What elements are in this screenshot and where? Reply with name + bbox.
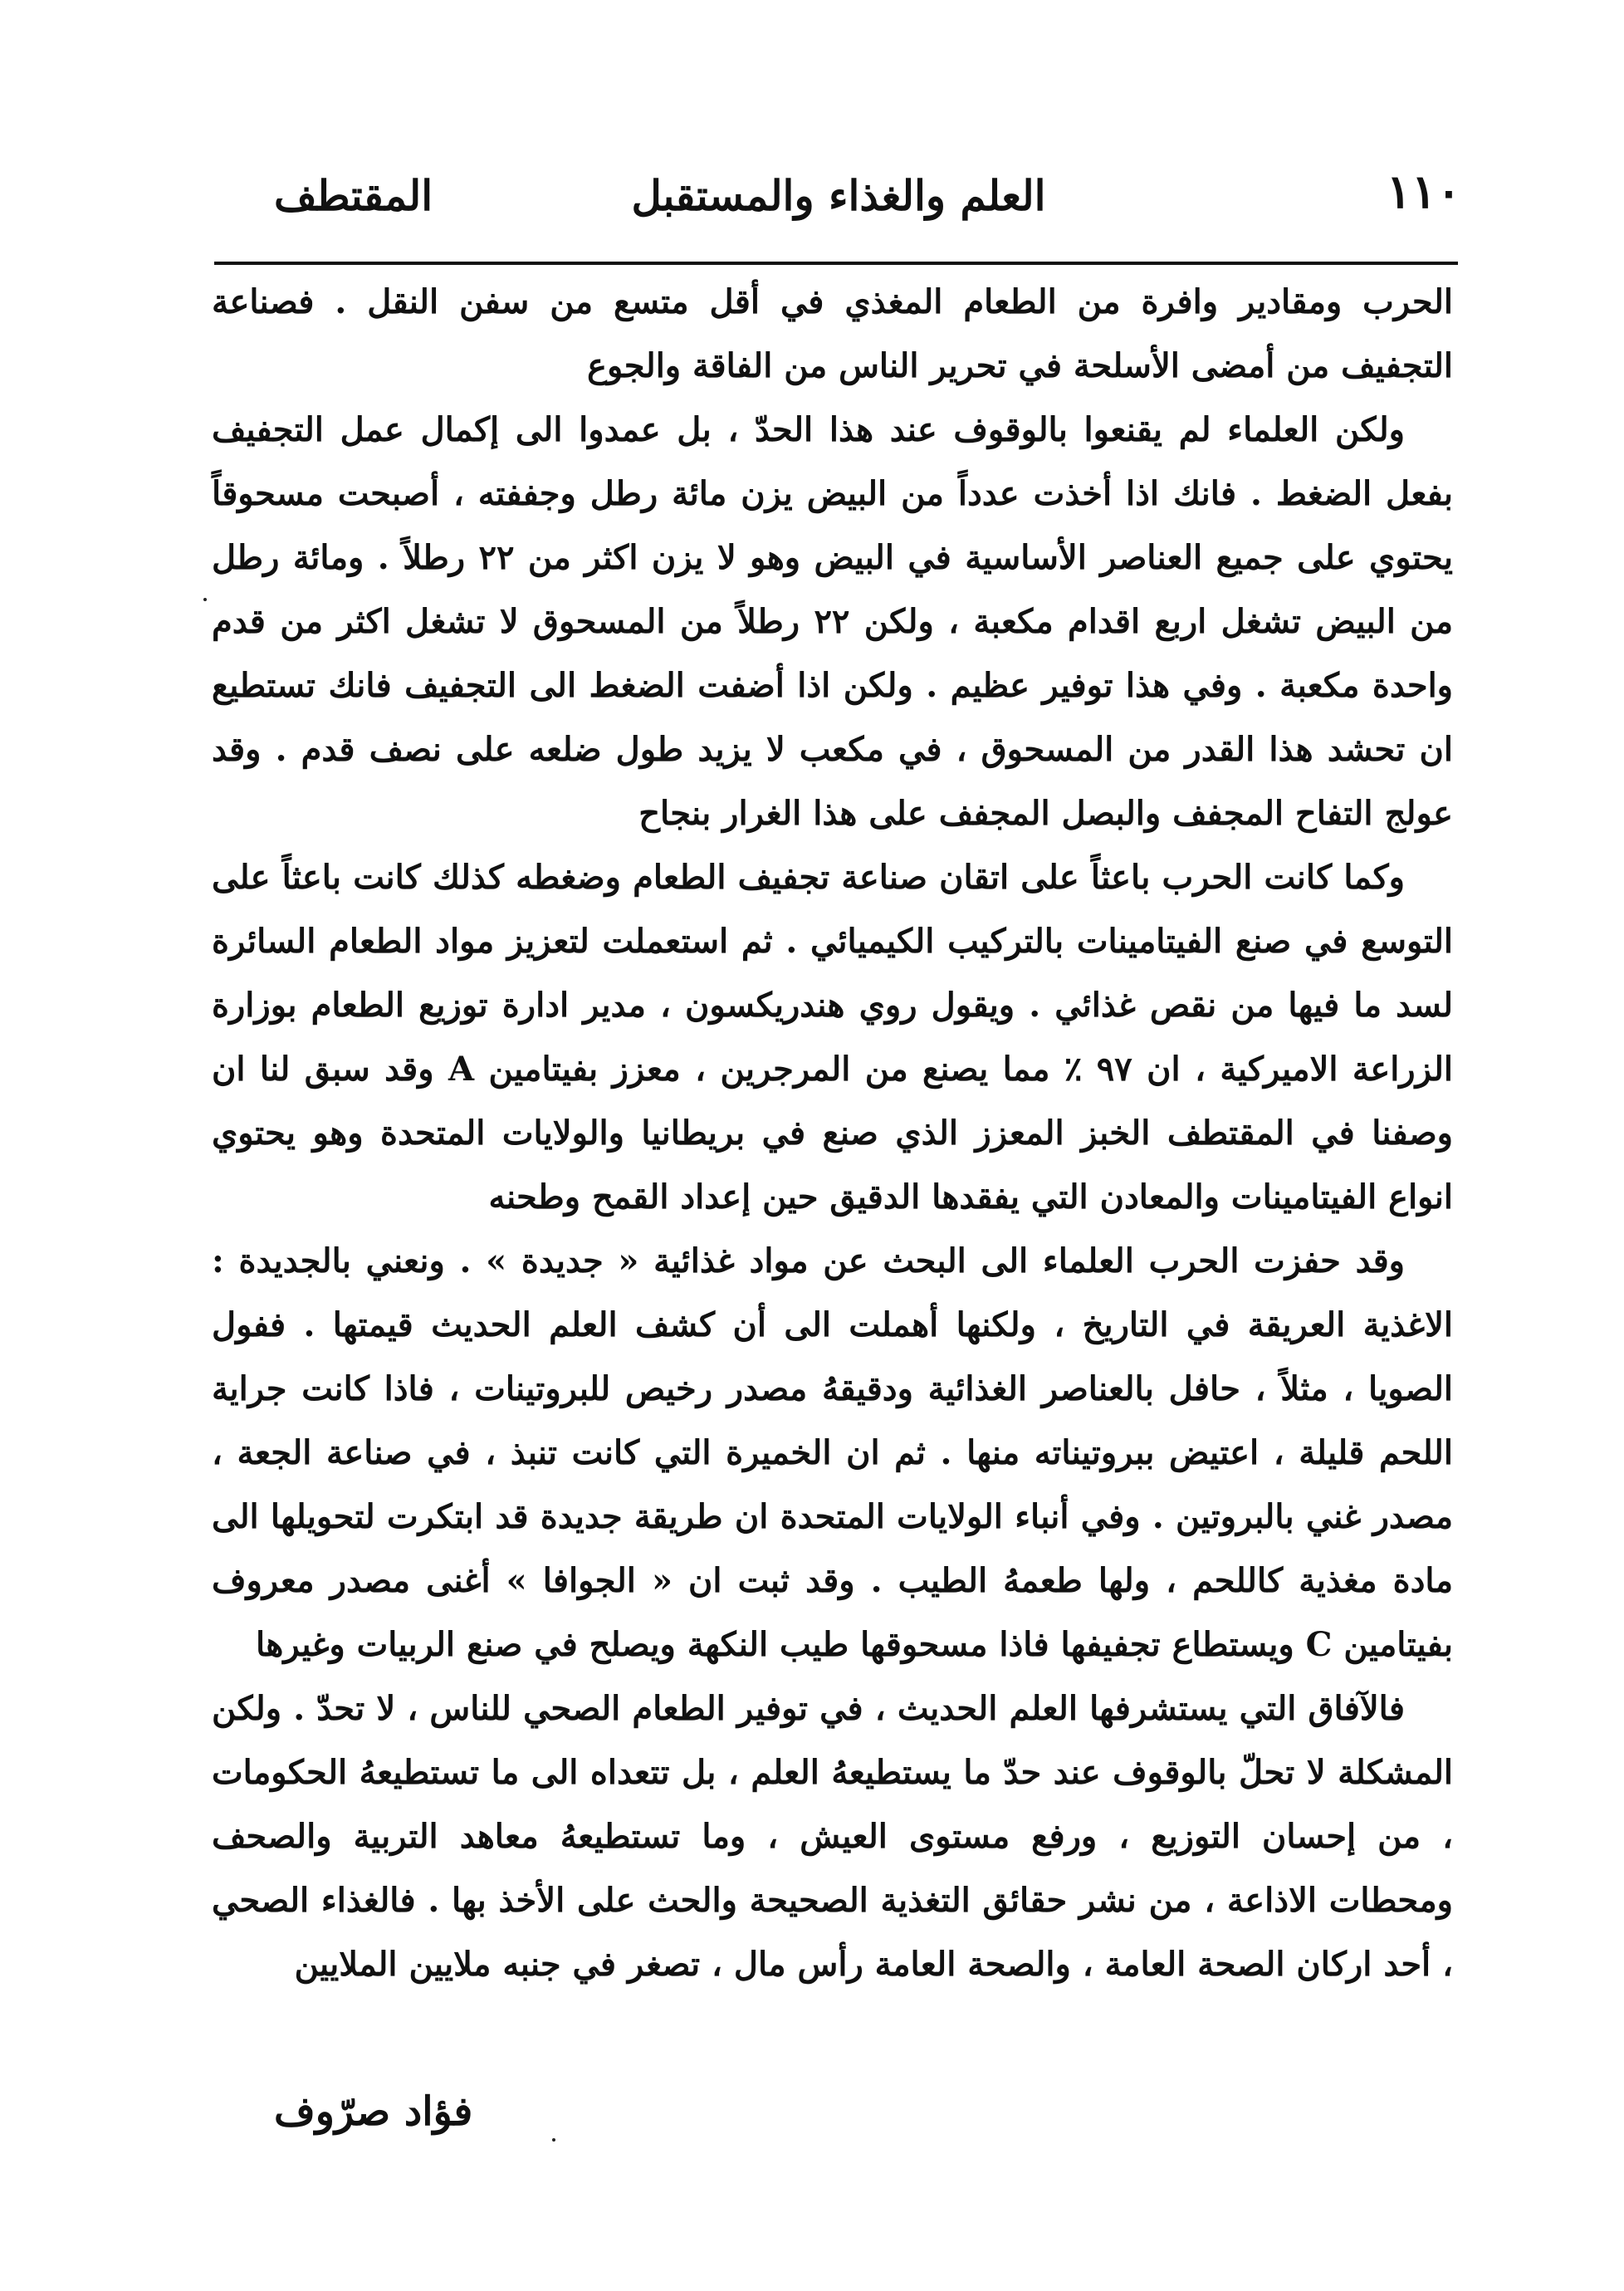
paragraph: فالآفاق التي يستشرفها العلم الحديث ، في توفير الطعام الصحي للناس ، لا تحدّ . ولكن المشكلة لا تحلّ بالوقوف عند حدّ ما يستطيعهُ العلم ، بل تتعداه الى ما تستطيعهُ الحكومات ، من إحسان التوزيع ، ورفع مستوى العيش ، وما تستطيعهُ معاهد التربية والصحف ومحطات الاذاعة ، من نشر حقائق التغذية الصحيحة والحث على الأخذ بها . فالغذاء الصحي ، أحد اركان الصحة العامة ، والصحة العامة رأس مال ، تصغر في جنبه ملايين الملايين	[212, 1689, 1453, 1984]
paragraph: ولكن العلماء لم يقنعوا بالوقوف عند هذا الحدّ ، بل عمدوا الى إكمال عمل التجفيف بفعل الضغط . فانك اذا أخذت عدداً من البيض يزن مائة رطل وجففته ، أصبحت مسحوقاً يحتوي على جميع العناصر الأساسية في البيض وهو لا يزن اكثر من ٢٢ رطلاً . ومائة رطل من البيض تشغل اربع اقدام مكعبة ، ولكن ٢٢ رطلاً من المسحوق لا تشغل اكثر من قدم واحدة مكعبة . وفي هذا توفير عظيم . ولكن اذا أضفت الضغط الى التجفيف فانك تستطيع ان تحشد هذا القدر من المسحوق ، في مكعب لا يزيد طول ضلعه على نصف قدم . وقد عولج التفاح المجفف والبصل المجفف على هذا الغرار بنجاح	[212, 410, 1454, 833]
running-title: العلم والغذاء والمستقبل	[631, 171, 1046, 220]
page-number: ١١٠	[1386, 164, 1461, 219]
article-body	[212, 270, 1453, 1996]
scan-speck	[552, 2138, 555, 2142]
running-header	[216, 149, 1461, 249]
paragraph: الحرب ومقادير وافرة من الطعام المغذي في أقل متسع من سفن النقل . فصناعة التجفيف من أمضى الأسلحة في تحرير الناس من الفاقة والجوع	[212, 282, 1453, 385]
scan-speck	[203, 598, 207, 601]
author-signature: فؤاد صرّوف	[274, 2088, 473, 2135]
journal-name: المقتطف	[274, 171, 433, 220]
header-divider	[214, 262, 1458, 265]
paragraph: وكما كانت الحرب باعثاً على اتقان صناعة تجفيف الطعام وضغطه كذلك كانت باعثاً على التوسع في صنع الفيتامينات بالتركيب الكيميائي . ثم استعملت لتعزيز مواد الطعام السائرة لسد ما فيها من نقص غذائي . ويقول روي هندريكسون ، مدير ادارة توزيع الطعام بوزارة الزراعة الاميركية ، ان ٩٧ ٪ مما يصنع من المرجرين ، معزز بفيتامين A وقد سبق لنا ان وصفنا في المقتطف الخبز المعزز الذي صنع في بريطانيا والولايات المتحدة وهو يحتوي انواع الفيتامينات والمعادن التي يفقدها الدقيق حين إعداد القمح وطحنه	[212, 858, 1454, 1216]
paragraph: وقد حفزت الحرب العلماء الى البحث عن مواد غذائية « جديدة » . ونعني بالجديدة : الاغذية العريقة في التاريخ ، ولكنها أهملت الى أن كشف العلم الحديث قيمتها . ففول الصويا ، مثلاً ، حافل بالعناصر الغذائية ودقيقهُ مصدر رخيص للبروتينات ، فاذا كانت جراية اللحم قليلة ، اعتيض ببروتيناته منها . ثم ان الخميرة التي كانت تنبذ ، في صناعة الجعة ، مصدر غني بالبروتين . وفي أنباء الولايات المتحدة ان طريقة جديدة قد ابتكرت لتحويلها الى مادة مغذية كاللحم ، ولها طعمهُ الطيب . وقد ثبت ان « الجوافا » أغنى مصدر معروف بفيتامين C ويستطاع تجفيفها فاذا مسحوقها طيب النكهة ويصلح في صنع الربيات وغيرها	[212, 1241, 1454, 1664]
